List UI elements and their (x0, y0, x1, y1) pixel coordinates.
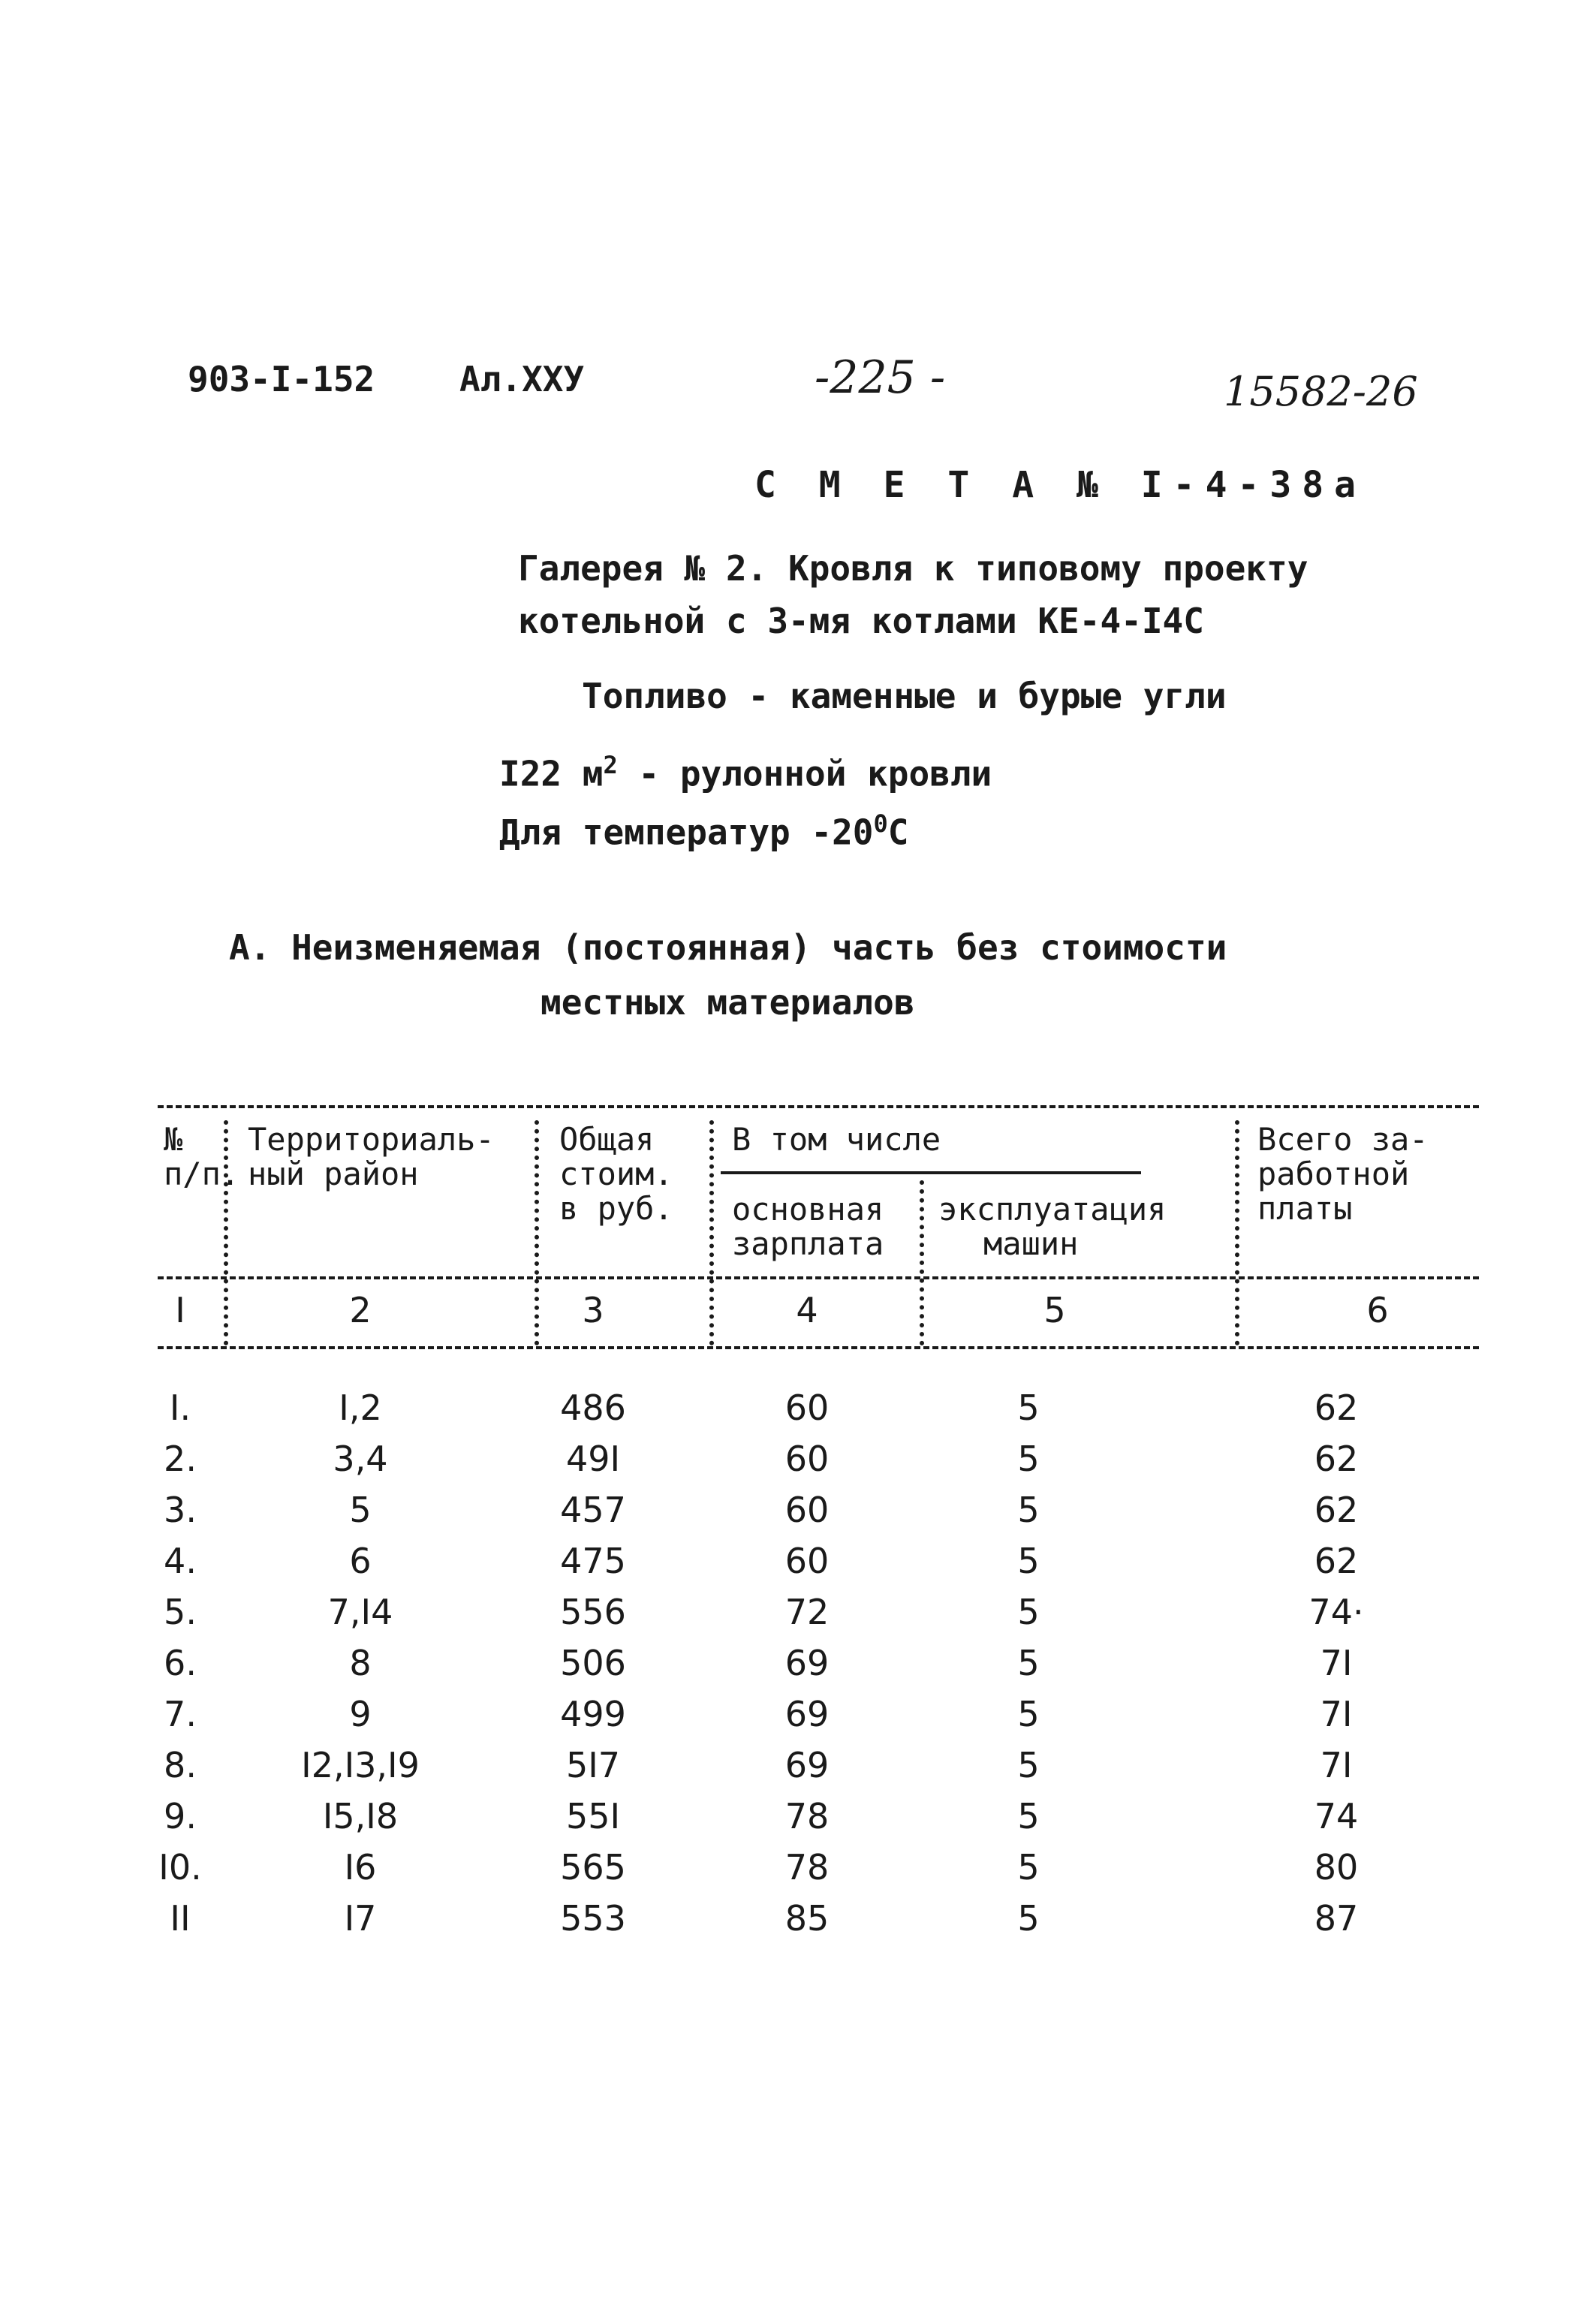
total-cost-cell: 565 (560, 1847, 626, 1888)
table-column-number-rule (158, 1346, 1479, 1349)
total-wages-cell: 62 (1314, 1439, 1359, 1479)
total-wages-cell: 7I (1320, 1694, 1353, 1734)
column-separator-4 (920, 1180, 924, 1345)
district-cell: I5,I8 (322, 1796, 399, 1836)
total-wages-cell: 62 (1314, 1490, 1359, 1530)
total-cost-cell: 457 (560, 1490, 626, 1530)
row-number-cell: 5. (164, 1592, 197, 1632)
album-number: Ал.XXУ (459, 359, 585, 399)
total-cost-cell: 5I7 (565, 1745, 621, 1785)
base-salary-cell: 60 (784, 1388, 830, 1428)
district-cell: 5 (349, 1490, 372, 1530)
row-number-cell: I0. (158, 1847, 202, 1888)
district-cell: 6 (349, 1541, 372, 1581)
total-cost-cell: 499 (560, 1694, 626, 1734)
row-number-cell: I. (169, 1388, 191, 1428)
roof-area-rest: - рулонной кровли (617, 753, 992, 794)
base-salary-cell: 78 (784, 1847, 830, 1888)
description-line-2: котельной с 3-мя котлами КЕ-4-I4С (518, 601, 1204, 641)
base-salary-cell: 60 (784, 1439, 830, 1479)
total-cost-cell: 506 (560, 1643, 626, 1683)
section-heading-line-1: А. Неизменяемая (постоянная) часть без стоимости (229, 927, 1227, 968)
machine-cost-cell: 5 (1017, 1796, 1040, 1836)
table-top-rule (158, 1105, 1479, 1108)
total-cost-cell: 553 (560, 1898, 626, 1939)
machine-cost-cell: 5 (1017, 1694, 1040, 1734)
row-number-cell: 3. (164, 1490, 197, 1530)
machine-cost-cell: 5 (1017, 1847, 1040, 1888)
total-wages-cell: 74· (1308, 1592, 1364, 1632)
column-number: 3 (582, 1290, 604, 1330)
document-code: 903-I-152 (188, 359, 375, 399)
row-number-cell: II (170, 1898, 191, 1939)
temperature-suffix: С (887, 812, 909, 853)
base-salary-cell: 72 (784, 1592, 830, 1632)
base-salary-cell: 85 (784, 1898, 830, 1939)
header-machine-operation: эксплуатация машин (938, 1191, 1167, 1262)
base-salary-cell: 60 (784, 1541, 830, 1581)
column-number: 2 (349, 1290, 372, 1330)
column-number: 5 (1043, 1290, 1066, 1330)
header-base-salary: основная зарплата (732, 1191, 884, 1262)
total-cost-cell: 475 (560, 1541, 626, 1581)
base-salary-cell: 69 (784, 1745, 830, 1785)
district-cell: 8 (349, 1643, 372, 1683)
column-separator-3 (709, 1120, 714, 1345)
district-cell: I2,I3,I9 (301, 1745, 420, 1785)
total-wages-cell: 7I (1320, 1745, 1353, 1785)
roof-area-unit-power: 2 (603, 751, 618, 779)
machine-cost-cell: 5 (1017, 1898, 1040, 1939)
total-wages-cell: 87 (1314, 1898, 1359, 1939)
base-salary-cell: 69 (784, 1694, 830, 1734)
total-wages-cell: 80 (1314, 1847, 1359, 1888)
table-header-rule (158, 1276, 1479, 1279)
temperature-prefix: Для температур -20 (499, 812, 874, 853)
roof-area-value: I22 м (499, 753, 604, 794)
machine-cost-cell: 5 (1017, 1541, 1040, 1581)
total-wages-cell: 7I (1320, 1643, 1353, 1683)
district-cell: 9 (349, 1694, 372, 1734)
header-row-number: № п/п. (164, 1121, 240, 1192)
column-number: 4 (796, 1290, 818, 1330)
machine-cost-cell: 5 (1017, 1592, 1040, 1632)
roof-area-line (499, 751, 992, 794)
header-total-wages: Всего за- работной платы (1257, 1121, 1429, 1227)
row-number-cell: 2. (164, 1439, 197, 1479)
description-line-1: Галерея № 2. Кровля к типовому проекту (518, 548, 1308, 589)
machine-cost-cell: 5 (1017, 1439, 1040, 1479)
column-number: I (175, 1290, 185, 1330)
temperature-line (499, 809, 908, 852)
district-cell: 3,4 (333, 1439, 388, 1479)
row-number-cell: 9. (164, 1796, 197, 1836)
sheet-code: 15582-26 (1224, 368, 1418, 415)
total-cost-cell: 55I (565, 1796, 621, 1836)
total-wages-cell: 62 (1314, 1541, 1359, 1581)
estimate-title: С М Е Т А № I-4-38а (754, 464, 1367, 506)
machine-cost-cell: 5 (1017, 1490, 1040, 1530)
machine-cost-cell: 5 (1017, 1745, 1040, 1785)
header-including-group: В том числе (732, 1121, 941, 1158)
row-number-cell: 8. (164, 1745, 197, 1785)
machine-cost-cell: 5 (1017, 1388, 1040, 1428)
total-cost-cell: 49I (565, 1439, 621, 1479)
district-cell: I7 (344, 1898, 377, 1939)
machine-cost-cell: 5 (1017, 1643, 1040, 1683)
district-cell: I6 (344, 1847, 377, 1888)
group-underline (721, 1171, 1141, 1174)
column-number: 6 (1366, 1290, 1389, 1330)
total-wages-cell: 74 (1314, 1796, 1359, 1836)
row-number-cell: 4. (164, 1541, 197, 1581)
column-separator-5 (1235, 1120, 1239, 1345)
row-number-cell: 7. (164, 1694, 197, 1734)
total-cost-cell: 556 (560, 1592, 626, 1632)
total-cost-cell: 486 (560, 1388, 626, 1428)
temperature-degree: 0 (873, 809, 888, 838)
base-salary-cell: 60 (784, 1490, 830, 1530)
fuel-line: Топливо - каменные и бурые угли (582, 676, 1227, 716)
page-number: -225 - (815, 351, 946, 404)
base-salary-cell: 69 (784, 1643, 830, 1683)
section-heading-line-2: местных материалов (541, 982, 915, 1023)
header-territorial-district: Территориаль- ный район (248, 1121, 495, 1192)
total-wages-cell: 62 (1314, 1388, 1359, 1428)
base-salary-cell: 78 (784, 1796, 830, 1836)
district-cell: 7,I4 (327, 1592, 393, 1632)
district-cell: I,2 (339, 1388, 382, 1428)
header-total-cost: Общая стоим. в руб. (559, 1121, 673, 1227)
row-number-cell: 6. (164, 1643, 197, 1683)
